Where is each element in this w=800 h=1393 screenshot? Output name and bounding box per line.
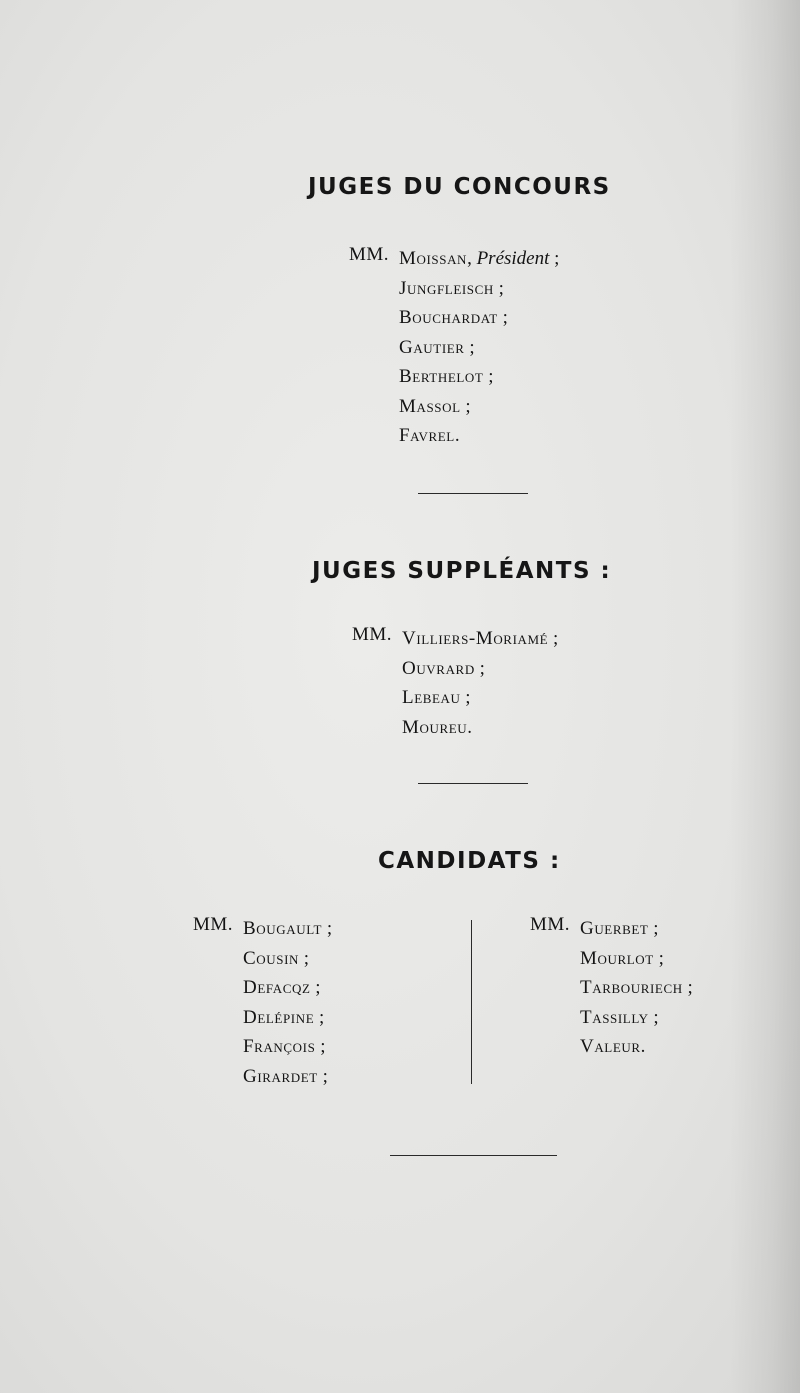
juge-end: ; [483, 366, 494, 387]
juge-name: Berthelot [399, 366, 484, 387]
juges-heading: JUGES DU CONCOURS [308, 174, 611, 200]
candidat-name: Tassilly [580, 1006, 649, 1028]
candidat-end: ; [648, 918, 659, 939]
suppleant-name: Moureu [402, 716, 468, 738]
juge-name: Massol [399, 395, 461, 417]
juge-name: Jungfleisch [399, 277, 494, 299]
juge-end: ; [493, 277, 504, 299]
juge-end: ; [497, 307, 508, 328]
candidats-left-prefix: MM. [193, 914, 234, 935]
juge-end: ; [464, 336, 475, 358]
juge-name: Bouchardat [399, 307, 498, 328]
candidat-name: Bougault [243, 918, 323, 939]
juge-name: Moissan [399, 248, 468, 269]
candidat-end: ; [317, 1065, 328, 1087]
candidat-entry [193, 1062, 332, 1092]
candidat-end: . [640, 1036, 646, 1057]
candidat-name: Mourlot [580, 947, 654, 969]
juge-entry [349, 421, 559, 451]
candidat-name: Valeur [580, 1036, 641, 1057]
candidat-end: ; [299, 947, 310, 969]
juge-name: Favrel [399, 425, 455, 446]
column-divider [471, 920, 472, 1084]
juge-entry [349, 274, 559, 304]
suppleant-name: Lebeau [402, 687, 461, 708]
candidat-end: ; [310, 977, 321, 998]
candidat-end: ; [648, 1006, 659, 1028]
juge-end: ; [549, 248, 560, 269]
candidat-entry [193, 973, 332, 1003]
candidat-end: ; [314, 1006, 325, 1028]
suppleant-name: Ouvrard [402, 657, 475, 679]
juge-entry [349, 333, 559, 363]
candidat-name: Delépine [243, 1006, 315, 1028]
juge-sep: , [467, 248, 477, 269]
candidat-end: ; [682, 977, 693, 998]
juge-end: . [454, 425, 460, 446]
section-divider [418, 493, 528, 494]
suppleant-entry [352, 683, 558, 713]
section-divider [418, 783, 528, 784]
suppleant-entry [352, 713, 558, 743]
candidat-end: ; [322, 918, 333, 939]
candidat-entry [530, 973, 693, 1003]
juge-role: Président [476, 248, 550, 269]
juge-entry [349, 392, 559, 422]
candidat-entry [530, 1032, 693, 1062]
candidat-name: Guerbet [580, 918, 649, 939]
suppleant-entry [352, 654, 558, 684]
juge-entry [349, 303, 559, 333]
juges-list [349, 244, 559, 451]
candidats-left-list [193, 914, 332, 1091]
juge-name: Gautier [399, 336, 465, 358]
juge-entry [349, 244, 559, 274]
suppleant-entry [352, 624, 558, 654]
candidat-entry [193, 914, 332, 944]
candidat-name: Cousin [243, 947, 299, 969]
suppleant-end: . [467, 716, 473, 738]
candidat-entry [530, 944, 693, 974]
candidat-name: Girardet [243, 1065, 318, 1087]
candidat-name: François [243, 1036, 316, 1057]
suppleants-heading: JUGES SUPPLÉANTS : [312, 558, 612, 584]
candidat-entry [193, 944, 332, 974]
candidats-right-prefix: MM. [530, 914, 571, 935]
suppleant-name: Villiers-Moriamé [402, 628, 549, 649]
candidats-right-list [530, 914, 693, 1062]
candidats-heading: CANDIDATS : [378, 848, 561, 874]
suppleant-end: ; [460, 687, 471, 708]
candidat-entry [530, 914, 693, 944]
suppleants-prefix: MM. [352, 624, 393, 645]
candidat-entry [193, 1032, 332, 1062]
candidat-end: ; [653, 947, 664, 969]
candidat-entry [193, 1003, 332, 1033]
candidat-name: Tarbouriech [580, 977, 683, 998]
juges-prefix: MM. [349, 244, 390, 265]
suppleants-list [352, 624, 558, 742]
candidat-entry [530, 1003, 693, 1033]
closing-rule [390, 1155, 557, 1156]
juge-entry [349, 362, 559, 392]
suppleant-end: ; [474, 657, 485, 679]
candidat-end: ; [315, 1036, 326, 1057]
juge-end: ; [460, 395, 471, 417]
suppleant-end: ; [548, 628, 559, 649]
candidat-name: Defacqz [243, 977, 311, 998]
